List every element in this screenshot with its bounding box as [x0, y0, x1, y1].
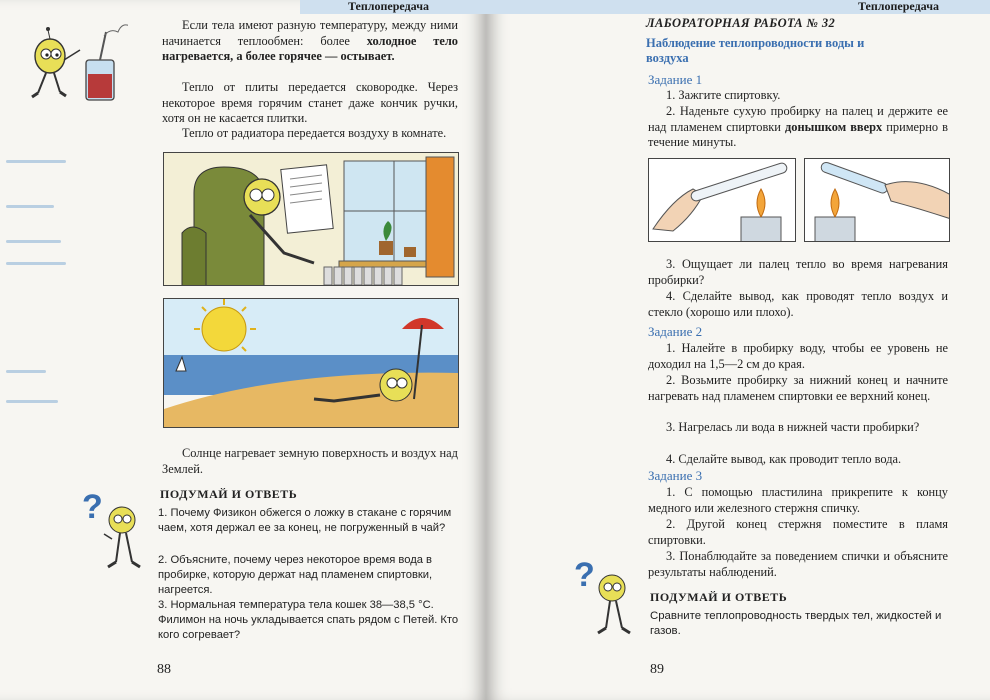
- paragraph-stove: Тепло от плиты передается сковородке. Через некоторое время горячим станет даже кончик ручки, хотя он не касается плитки.: [162, 80, 458, 126]
- task2-step4: 4. Сделайте вывод, как проводит тепло вода.: [666, 452, 902, 466]
- page-number-left: 88: [157, 662, 171, 677]
- lab-subtitle: Наблюдение теплопроводности воды и воздуха: [646, 36, 865, 65]
- question-3: 3. Нормальная температура тела кошек 38—38,5 °С. Филимон на ночь укладывается спать рядом с Петей. Кто кого согревает?: [158, 599, 459, 641]
- margin-mark: [6, 205, 54, 208]
- task-3-heading: Задание 3: [648, 468, 703, 483]
- paragraph-sun: Солнце нагревает земную поверхность и воздух над Землей.: [162, 446, 458, 476]
- paragraph-radiator: Тепло от радиатора передается воздуху в комнате.: [182, 126, 447, 140]
- lab-title: ЛАБОРАТОРНАЯ РАБОТА № 32: [646, 16, 836, 30]
- svg-text:?: ?: [82, 488, 103, 526]
- think-heading-right: ПОДУМАЙ И ОТВЕТЬ: [650, 590, 788, 604]
- running-header-left: Теплопередача: [348, 0, 429, 13]
- margin-mark: [6, 160, 66, 163]
- task1-step4: 4. Сделайте вывод, как проводят тепло воздух и стекло (хорошо или плохо).: [648, 289, 948, 319]
- task3-step1: 1. С помощью пластилина прикрепите к концу медного или железного стержня спичку.: [648, 485, 948, 515]
- margin-mark: [6, 370, 46, 373]
- tube-hand-illustration: [804, 158, 950, 242]
- question-compare: Сравните теплопроводность твердых тел, жидкостей и газов.: [650, 610, 942, 637]
- beach-illustration: [163, 298, 459, 428]
- radiator-illustration: [163, 152, 459, 286]
- margin-mark: [6, 400, 58, 403]
- margin-mark: [6, 262, 66, 265]
- task3-step3: 3. Понаблюдайте за поведением спички и объясните результаты наблюдений.: [648, 549, 948, 579]
- margin-mark: [6, 240, 61, 243]
- running-header-right: Теплопередача: [858, 0, 939, 13]
- task2-step1: 1. Налейте в пробирку воду, чтобы ее уровень не доходил на 1,5—2 см до края.: [648, 341, 948, 371]
- paragraph-heat-exchange: [162, 18, 458, 65]
- task2-step3: 3. Нагрелась ли вода в нижней части пробирки?: [666, 420, 920, 434]
- thinking-physikon-right-illustration: [572, 552, 638, 644]
- task2-step2: 2. Возьмите пробирку за нижний конец и начните нагревать над пламенем спиртовки ее верхний конец.: [648, 373, 948, 403]
- task1-step2: [648, 104, 948, 151]
- task-1-heading: Задание 1: [648, 72, 703, 87]
- task1-step1: 1. Зажгите спиртовку.: [666, 88, 781, 102]
- question-1: 1. Почему Физикон обжегся о ложку в стакане с горячим чаем, хотя держал ее за конец, не погруженный в чай?: [158, 507, 452, 534]
- p1-text: Если тела имеют разную температуру, между ними начинается теплообмен: более: [162, 18, 458, 48]
- left-page: [0, 0, 486, 700]
- t1s2-a: 2. Наденьте сухую пробирку на палец и держите ее над пламенем спиртовки: [648, 104, 948, 134]
- task1-step3: 3. Ощущает ли палец тепло во время нагревания пробирки?: [648, 257, 948, 287]
- thinking-physikon-illustration: [80, 484, 150, 580]
- task-2-heading: Задание 2: [648, 324, 703, 339]
- svg-text:?: ?: [574, 556, 595, 594]
- p1-bold: холодное тело нагревается, а более горячее — остывает.: [162, 33, 459, 64]
- task3-step2: 2. Другой конец стержня поместите в пламя спиртовки.: [648, 517, 948, 547]
- page-number-right: 89: [650, 662, 664, 677]
- right-page: [486, 0, 990, 700]
- tube-finger-illustration: [648, 158, 796, 242]
- t1s2-c: примерно в течение минуты.: [648, 119, 948, 150]
- think-heading-left: ПОДУМАЙ И ОТВЕТЬ: [160, 487, 298, 501]
- t1s2-bold: донышком вверх: [785, 119, 883, 134]
- question-2: 2. Объясните, почему через некоторое время вода в пробирке, которую держат над пламенем спиртовки, нагреется.: [158, 554, 433, 596]
- physikon-flask-illustration: [8, 18, 128, 108]
